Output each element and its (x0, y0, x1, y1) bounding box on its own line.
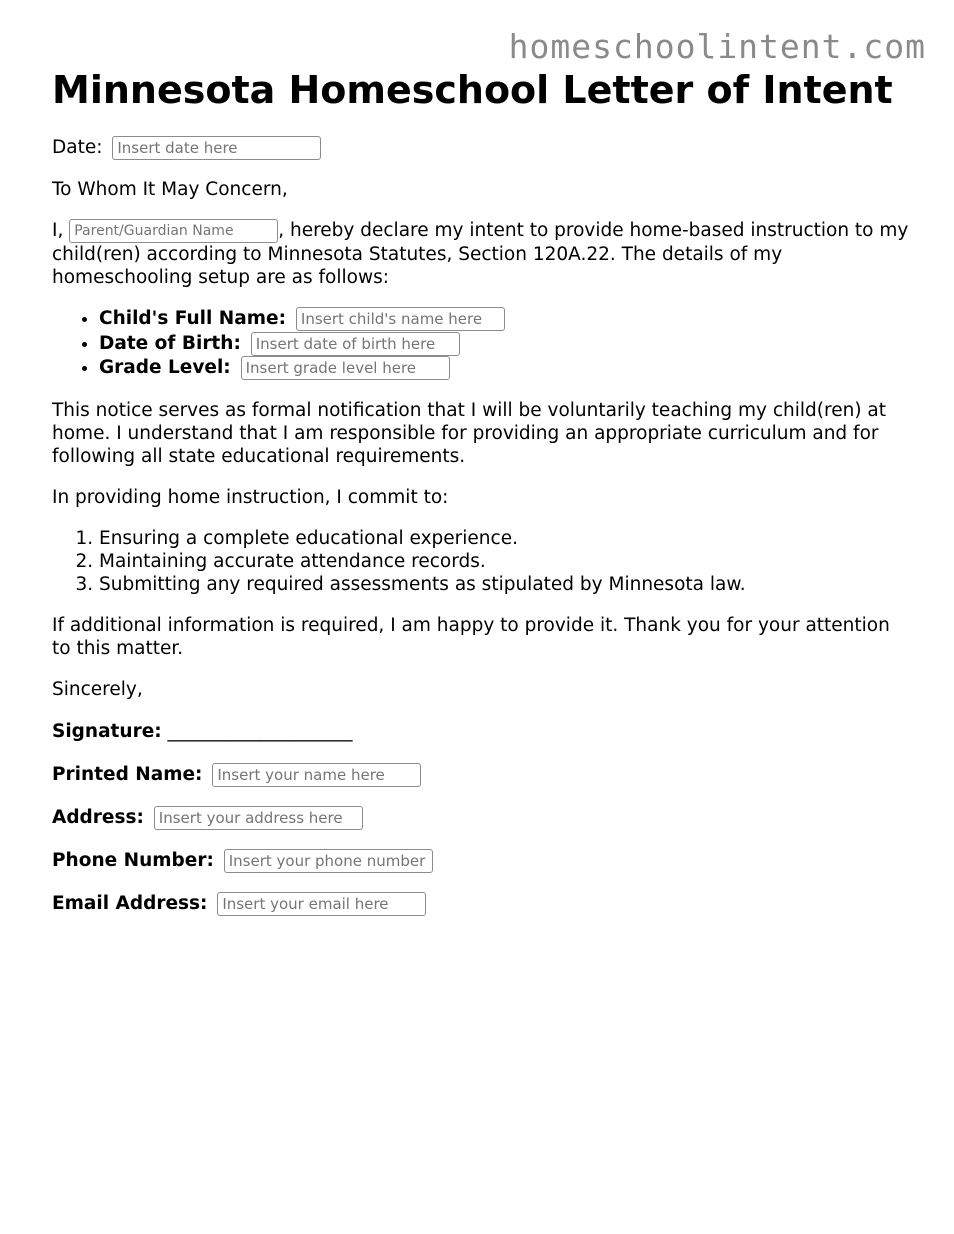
phone-number-row (52, 848, 912, 874)
date-of-birth-field[interactable] (251, 332, 460, 356)
address-label: Address: (52, 806, 144, 828)
list-item (99, 356, 912, 381)
intro-paragraph (52, 219, 912, 289)
date-label: Date: (52, 137, 103, 158)
page-title: Minnesota Homeschool Letter of Intent (52, 68, 893, 112)
signature-row (52, 719, 912, 745)
closing-paragraph: If additional information is required, I am happy to provide it. Thank you for your attention to this matter. (52, 614, 890, 659)
printed-name-row (52, 762, 912, 788)
commitments-list (52, 527, 912, 596)
guardian-name-field[interactable] (69, 219, 278, 243)
printed-name-field[interactable] (212, 763, 421, 787)
signature-line[interactable]: ____________________ (167, 720, 353, 742)
site-watermark: homeschoolintent.com (508, 27, 926, 66)
commit-intro: In providing home instruction, I commit to: (52, 486, 449, 508)
address-field[interactable] (154, 806, 363, 830)
address-row (52, 805, 912, 831)
email-address-row (52, 891, 912, 917)
intro-text: , hereby declare my intent to provide home-based instruction to my child(ren) according to Minnesota Statutes, Section 120A.22. The details of my homeschooling setup are as follows: (52, 220, 909, 288)
list-item (99, 307, 912, 332)
date-row (52, 136, 912, 160)
child-name-field[interactable] (296, 307, 505, 331)
list-item (99, 332, 912, 357)
grade-level-label: Grade Level: (99, 357, 231, 378)
list-item: 1. Ensuring a complete educational experience. (99, 527, 912, 550)
child-name-label: Child's Full Name: (99, 308, 286, 329)
notice-paragraph: This notice serves as formal notification that I will be voluntarily teaching my child(ren) at home. I understand that I am responsible for providing an appropriate curriculum and for following all state educational requirements. (52, 399, 887, 467)
date-of-birth-label: Date of Birth: (99, 332, 241, 354)
sign-off: Sincerely, (52, 678, 143, 700)
phone-number-field[interactable] (224, 849, 433, 873)
printed-name-label: Printed Name: (52, 763, 203, 785)
grade-level-field[interactable] (241, 356, 450, 380)
phone-number-label: Phone Number: (52, 849, 214, 871)
list-item: 2. Maintaining accurate attendance records. (99, 550, 912, 573)
date-field[interactable] (112, 136, 321, 160)
signature-label: Signature: (52, 720, 162, 742)
email-address-field[interactable] (217, 892, 426, 916)
salutation: To Whom It May Concern, (52, 179, 288, 200)
letter-document (52, 68, 912, 934)
list-item: 3. Submitting any required assessments as stipulated by Minnesota law. (99, 573, 912, 596)
email-address-label: Email Address: (52, 892, 208, 914)
intro-prefix: I, (52, 220, 64, 241)
child-details-list (52, 307, 912, 381)
